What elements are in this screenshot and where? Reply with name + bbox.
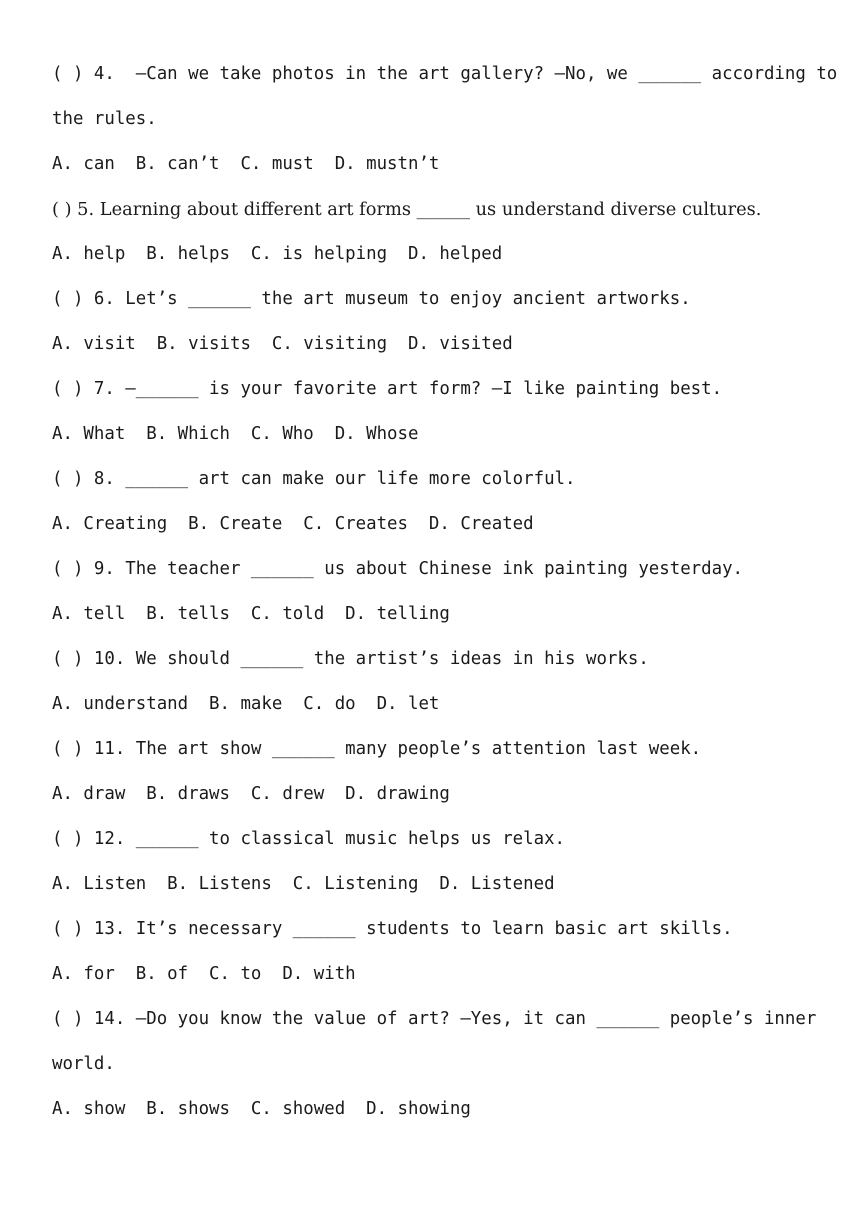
- question-text: ( ) 10. We should ______ the artist’s ideas in his works.: [52, 649, 649, 669]
- question-text: ( ) 11. The art show ______ many people’s attention last week.: [52, 739, 702, 759]
- question-text-continued: the rules.: [52, 109, 157, 129]
- question-text: ( ) 5. Learning about different art forms ______ us understand diverse cultures.: [52, 199, 762, 220]
- question-6: [52, 277, 812, 367]
- worksheet: [52, 52, 838, 1132]
- answer-options: A. Listen B. Listens C. Listening D. Listened: [52, 874, 555, 894]
- answer-options: A. can B. can’t C. must D. mustn’t: [52, 154, 440, 174]
- question-text: ( ) 9. The teacher ______ us about Chinese ink painting yesterday.: [52, 559, 744, 579]
- question-8: [52, 457, 812, 547]
- question-text: ( ) 6. Let’s ______ the art museum to enjoy ancient artworks.: [52, 289, 691, 309]
- question-7: [52, 367, 812, 457]
- question-10: [52, 637, 812, 727]
- answer-options: A. visit B. visits C. visiting D. visited: [52, 334, 513, 354]
- question-text: ( ) 7. —______ is your favorite art form? —I like painting best.: [52, 379, 723, 399]
- answer-options: A. tell B. tells C. told D. telling: [52, 604, 450, 624]
- answer-options: A. understand B. make C. do D. let: [52, 694, 440, 714]
- answer-options: A. show B. shows C. showed D. showing: [52, 1099, 471, 1119]
- answer-options: A. help B. helps C. is helping D. helped: [52, 244, 503, 264]
- question-11: [52, 727, 812, 817]
- question-5: [52, 187, 812, 277]
- question-text: ( ) 14. —Do you know the value of art? —Yes, it can ______ people’s inner: [52, 1009, 817, 1029]
- question-text: ( ) 8. ______ art can make our life more colorful.: [52, 469, 576, 489]
- question-12: [52, 817, 812, 907]
- answer-options: A. for B. of C. to D. with: [52, 964, 356, 984]
- question-13: [52, 907, 812, 997]
- question-14: [52, 997, 817, 1132]
- question-4: [52, 52, 838, 187]
- question-text: ( ) 4. —Can we take photos in the art gallery? —No, we ______ according to: [52, 64, 838, 84]
- question-text: ( ) 13. It’s necessary ______ students to learn basic art skills.: [52, 919, 733, 939]
- question-text-continued: world.: [52, 1054, 115, 1074]
- answer-options: A. draw B. draws C. drew D. drawing: [52, 784, 450, 804]
- question-9: [52, 547, 812, 637]
- answer-options: A. Creating B. Create C. Creates D. Created: [52, 514, 534, 534]
- question-text: ( ) 12. ______ to classical music helps us relax.: [52, 829, 566, 849]
- answer-options: A. What B. Which C. Who D. Whose: [52, 424, 419, 444]
